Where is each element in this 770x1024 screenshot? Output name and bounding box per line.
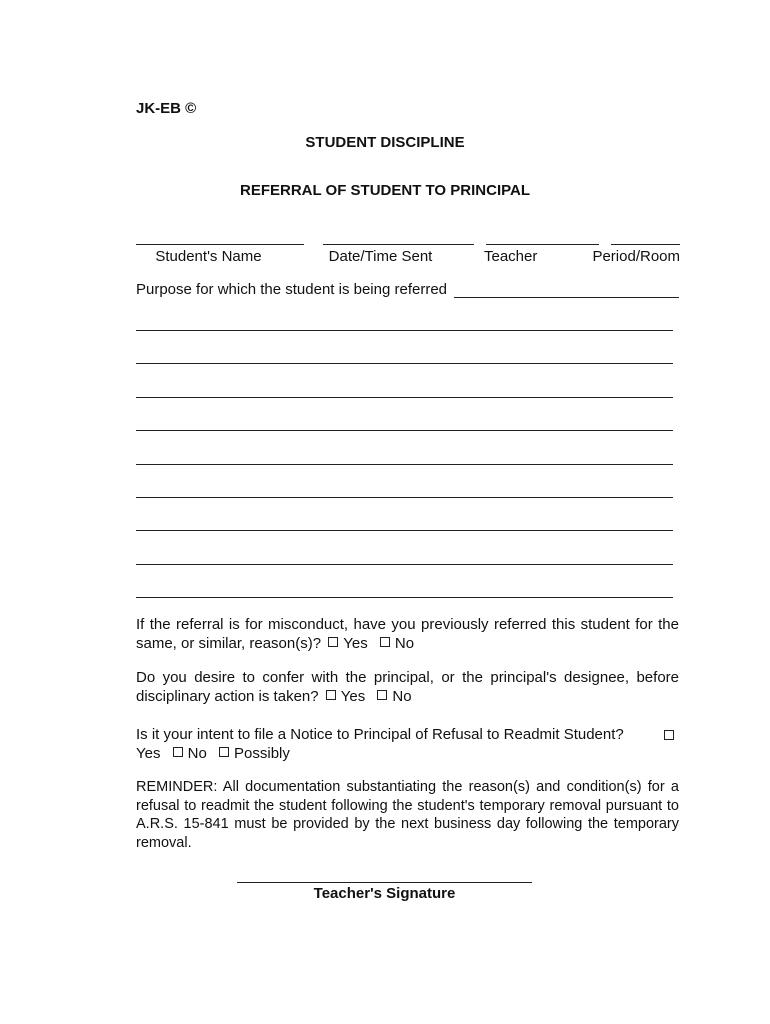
date-time-sent-label: Date/Time Sent xyxy=(328,248,433,265)
question-confer-principal xyxy=(136,668,679,706)
q2-no-label: No xyxy=(392,688,412,705)
q3-no-label: No xyxy=(187,745,207,762)
date-time-sent-field[interactable] xyxy=(323,244,474,245)
teacher-signature-field[interactable] xyxy=(237,882,532,883)
purpose-line-1[interactable] xyxy=(136,330,673,331)
purpose-field[interactable] xyxy=(454,297,679,298)
q1-yes-checkbox[interactable] xyxy=(328,637,338,647)
q2-yes-label: Yes xyxy=(340,688,366,705)
reminder-text: REMINDER: All documentation substantiating the reason(s) and condition(s) for a refusal to readmit the student following the student's temporary removal pursuant to A.R.S. 15-841 must be provided by the next business day following the temporary removal. xyxy=(136,779,679,851)
purpose-line-6[interactable] xyxy=(136,497,673,498)
q3-possibly-label: Possibly xyxy=(234,745,290,762)
q1-no-checkbox[interactable] xyxy=(380,637,390,647)
question-1-text: If the referral is for misconduct, have you previously referred this student for the same, or similar, reason(s)? xyxy=(136,616,679,652)
student-name-label: Student's Name xyxy=(155,248,262,265)
purpose-line-5[interactable] xyxy=(136,464,673,465)
period-room-field[interactable] xyxy=(611,244,680,245)
q3-yes-label: Yes xyxy=(136,745,161,762)
purpose-line-8[interactable] xyxy=(136,564,673,565)
question-refusal-notice xyxy=(136,725,679,763)
purpose-line-2[interactable] xyxy=(136,363,673,364)
question-previous-referral xyxy=(136,615,679,653)
student-name-field[interactable] xyxy=(136,244,304,245)
purpose-line-3[interactable] xyxy=(136,397,673,398)
teacher-signature-label: Teacher's Signature xyxy=(313,885,456,902)
q1-yes-label: Yes xyxy=(343,635,368,652)
period-room-label: Period/Room xyxy=(592,248,680,265)
q1-no-label: No xyxy=(394,635,415,652)
purpose-line-4[interactable] xyxy=(136,430,673,431)
form-subtitle: REFERRAL OF STUDENT TO PRINCIPAL xyxy=(239,182,530,199)
teacher-label: Teacher xyxy=(484,248,538,265)
q2-no-checkbox[interactable] xyxy=(377,690,387,700)
purpose-label: Purpose for which the student is being referred xyxy=(136,281,448,298)
q3-yes-checkbox[interactable] xyxy=(664,730,674,740)
purpose-line-7[interactable] xyxy=(136,530,673,531)
question-3-text: Is it your intent to file a Notice to Principal of Refusal to Readmit Student? xyxy=(136,726,624,743)
q2-yes-checkbox[interactable] xyxy=(326,690,336,700)
policy-code: JK-EB © xyxy=(136,100,197,117)
teacher-field[interactable] xyxy=(486,244,599,245)
q3-no-checkbox[interactable] xyxy=(173,747,183,757)
form-title: STUDENT DISCIPLINE xyxy=(305,134,465,151)
question-2-text: Do you desire to confer with the principal, or the principal's designee, before disciplinary action is taken? xyxy=(136,669,679,705)
purpose-line-9[interactable] xyxy=(136,597,673,598)
q3-possibly-checkbox[interactable] xyxy=(219,747,229,757)
